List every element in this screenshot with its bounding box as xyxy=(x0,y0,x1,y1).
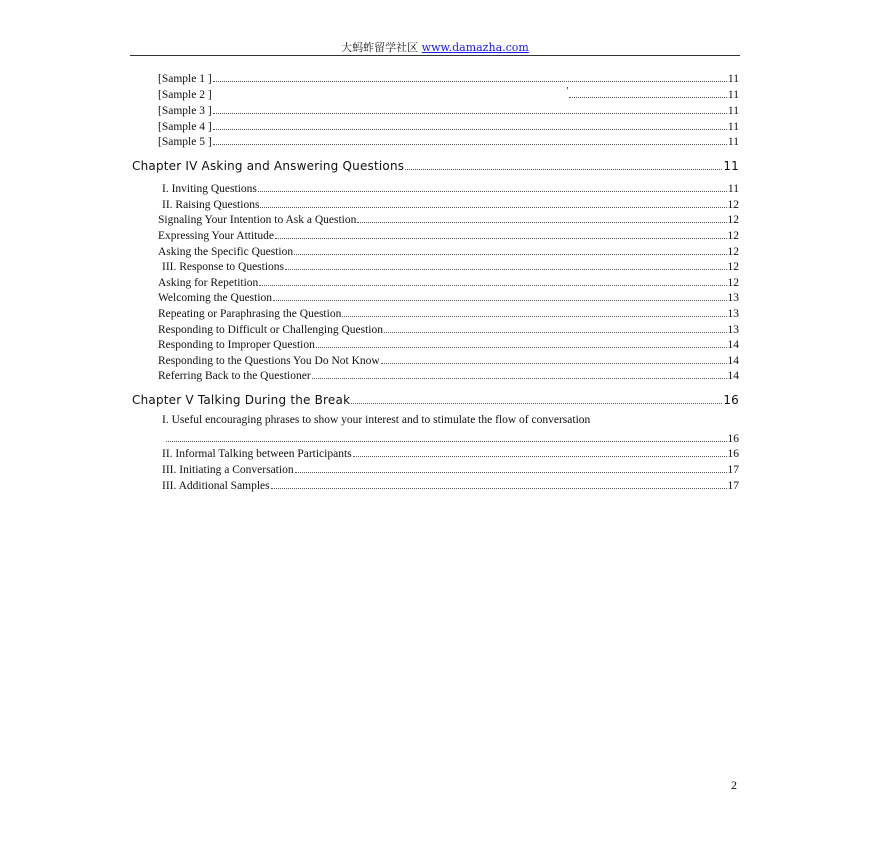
toc-entry-useful-phrases[interactable]: I. Useful encouraging phrases to show your interest and to stimulate the flow of conversation xyxy=(162,414,591,426)
toc-entry-sample-1[interactable]: [Sample 1 ] 11 xyxy=(158,73,739,85)
toc-entry-welcoming-question[interactable]: Welcoming the Question 13 xyxy=(158,292,739,304)
toc-entry-do-not-know[interactable]: Responding to the Questions You Do Not Know 14 xyxy=(158,355,739,367)
page-number: 2 xyxy=(731,778,737,792)
toc-entry-raising-questions[interactable]: II. Raising Questions 12 xyxy=(162,199,739,211)
toc-entry-improper-question[interactable]: Responding to Improper Question 14 xyxy=(158,339,739,351)
toc-entry-sample-4[interactable]: [Sample 4 ] 11 xyxy=(158,121,739,133)
toc-entry-asking-repetition[interactable]: Asking for Repetition 12 xyxy=(158,277,739,289)
toc-entry-expressing-attitude[interactable]: Expressing Your Attitude 12 xyxy=(158,230,739,242)
toc-entry-repeating-paraphrasing[interactable]: Repeating or Paraphrasing the Question 13 xyxy=(158,308,739,320)
toc-entry-asking-specific[interactable]: Asking the Specific Question 12 xyxy=(158,246,739,258)
header-site-name: 大蚂蚱留学社区 xyxy=(341,41,419,54)
toc-entry-referring-back[interactable]: Referring Back to the Questioner 14 xyxy=(158,370,739,382)
page-header xyxy=(130,39,740,55)
header-divider xyxy=(130,55,740,56)
toc-entry-sample-5[interactable]: [Sample 5 ] 11 xyxy=(158,136,739,148)
toc-chapter-4[interactable]: Chapter IV Asking and Answering Questions 11 xyxy=(132,159,739,173)
toc-chapter-5[interactable]: Chapter V Talking During the Break 16 xyxy=(132,393,739,407)
toc-entry-difficult-question[interactable]: Responding to Difficult or Challenging Question 13 xyxy=(158,324,739,336)
toc-entry-additional-samples[interactable]: III. Additional Samples 17 xyxy=(162,480,739,492)
toc-entry-sample-3[interactable]: [Sample 3 ] 11 xyxy=(158,105,739,117)
toc-entry-inviting-questions[interactable]: I. Inviting Questions 11 xyxy=(162,183,739,195)
toc-entry-useful-phrases-continuation[interactable]: 16 xyxy=(165,430,739,445)
toc-entry-informal-talking[interactable]: II. Informal Talking between Participants 16 xyxy=(162,448,739,460)
toc-entry-initiating-conversation[interactable]: III. Initiating a Conversation 17 xyxy=(162,464,739,476)
toc-entry-signaling-intention[interactable]: Signaling Your Intention to Ask a Question 12 xyxy=(158,214,739,226)
toc-entry-sample-2[interactable]: [Sample 2 ] ' 11 xyxy=(158,86,739,101)
toc-entry-response-to-questions[interactable]: III. Response to Questions 12 xyxy=(162,261,739,273)
header-site-link[interactable]: www.damazha.com xyxy=(421,41,529,54)
